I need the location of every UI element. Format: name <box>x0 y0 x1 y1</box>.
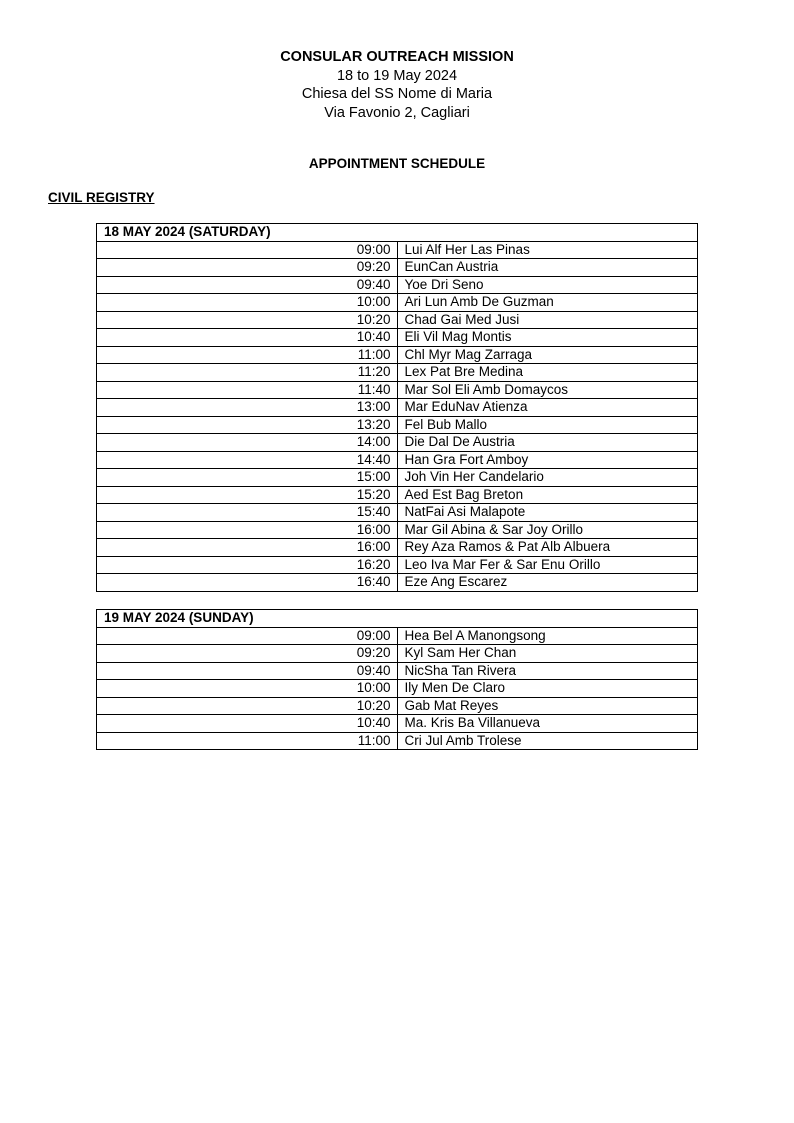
appointment-time: 10:40 <box>97 329 398 347</box>
appointment-time: 16:00 <box>97 521 398 539</box>
appointment-name: Mar EduNav Atienza <box>397 399 698 417</box>
appointment-time: 09:20 <box>97 645 398 663</box>
table-row <box>97 680 698 698</box>
appointment-time: 09:00 <box>97 241 398 259</box>
appointment-time: 13:20 <box>97 416 398 434</box>
table-row <box>97 715 698 733</box>
table-row <box>97 662 698 680</box>
section-title: CIVIL REGISTRY <box>48 190 155 205</box>
appointment-name: Chad Gai Med Jusi <box>397 311 698 329</box>
appointment-time: 10:00 <box>97 680 398 698</box>
mission-address: Via Favonio 2, Cagliari <box>324 104 470 121</box>
appointment-name: Kyl Sam Her Chan <box>397 645 698 663</box>
appointment-name: Die Dal De Austria <box>397 434 698 452</box>
appointment-time: 10:40 <box>97 715 398 733</box>
appointment-name: Lex Pat Bre Medina <box>397 364 698 382</box>
appointment-time: 09:40 <box>97 662 398 680</box>
table-row <box>97 539 698 557</box>
appointment-time: 14:40 <box>97 451 398 469</box>
appointment-time: 14:00 <box>97 434 398 452</box>
table-row <box>97 645 698 663</box>
table-row <box>97 469 698 487</box>
appointment-name: Ily Men De Claro <box>397 680 698 698</box>
appointment-name: Chl Myr Mag Zarraga <box>397 346 698 364</box>
appointment-name: Ari Lun Amb De Guzman <box>397 294 698 312</box>
table-row <box>97 311 698 329</box>
day-schedule-table <box>96 609 698 750</box>
table-row <box>97 294 698 312</box>
appointment-time: 11:20 <box>97 364 398 382</box>
day-header-row <box>97 224 698 242</box>
appointment-time: 13:00 <box>97 399 398 417</box>
table-row <box>97 416 698 434</box>
appointment-time: 09:20 <box>97 259 398 277</box>
appointment-time: 15:00 <box>97 469 398 487</box>
table-row <box>97 259 698 277</box>
table-row <box>97 276 698 294</box>
appointment-time: 09:40 <box>97 276 398 294</box>
appointment-time: 16:00 <box>97 539 398 557</box>
appointment-time: 11:00 <box>97 732 398 750</box>
appointment-time: 16:20 <box>97 556 398 574</box>
appointment-time: 10:20 <box>97 697 398 715</box>
document-header <box>0 48 794 122</box>
appointment-name: Aed Est Bag Breton <box>397 486 698 504</box>
table-row <box>97 399 698 417</box>
mission-title: CONSULAR OUTREACH MISSION <box>280 49 514 65</box>
table-row <box>97 434 698 452</box>
day-schedule-table <box>96 223 698 592</box>
day-label: 19 MAY 2024 (SUNDAY) <box>97 610 698 628</box>
schedule-title: APPOINTMENT SCHEDULE <box>308 156 486 171</box>
table-row <box>97 346 698 364</box>
table-row <box>97 627 698 645</box>
appointment-name: NicSha Tan Rivera <box>397 662 698 680</box>
day-header-row <box>97 610 698 628</box>
appointment-time: 10:20 <box>97 311 398 329</box>
appointment-name: Cri Jul Amb Trolese <box>397 732 698 750</box>
table-row <box>97 329 698 347</box>
appointment-name: Leo Iva Mar Fer & Sar Enu Orillo <box>397 556 698 574</box>
appointment-name: Mar Sol Eli Amb Domaycos <box>397 381 698 399</box>
appointment-name: Hea Bel A Manongsong <box>397 627 698 645</box>
appointment-name: Rey Aza Ramos & Pat Alb Albuera <box>397 539 698 557</box>
mission-dates: 18 to 19 May 2024 <box>336 67 458 84</box>
appointment-time: 15:40 <box>97 504 398 522</box>
appointment-name: Han Gra Fort Amboy <box>397 451 698 469</box>
table-row <box>97 574 698 592</box>
appointment-time: 11:40 <box>97 381 398 399</box>
table-row <box>97 241 698 259</box>
appointment-name: Ma. Kris Ba Villanueva <box>397 715 698 733</box>
table-row <box>97 381 698 399</box>
appointment-time: 09:00 <box>97 627 398 645</box>
appointment-time: 15:20 <box>97 486 398 504</box>
appointment-name: Joh Vin Her Candelario <box>397 469 698 487</box>
table-row <box>97 556 698 574</box>
table-row <box>97 364 698 382</box>
appointment-name: Lui Alf Her Las Pinas <box>397 241 698 259</box>
table-row <box>97 504 698 522</box>
appointment-time: 11:00 <box>97 346 398 364</box>
table-row <box>97 486 698 504</box>
appointment-name: Eli Vil Mag Montis <box>397 329 698 347</box>
appointment-name: EunCan Austria <box>397 259 698 277</box>
appointment-name: Gab Mat Reyes <box>397 697 698 715</box>
table-row <box>97 521 698 539</box>
appointment-name: Fel Bub Mallo <box>397 416 698 434</box>
day-label: 18 MAY 2024 (SATURDAY) <box>97 224 698 242</box>
appointment-name: NatFai Asi Malapote <box>397 504 698 522</box>
table-row <box>97 451 698 469</box>
appointment-name: Yoe Dri Seno <box>397 276 698 294</box>
appointment-name: Eze Ang Escarez <box>397 574 698 592</box>
table-row <box>97 732 698 750</box>
mission-venue: Chiesa del SS Nome di Maria <box>301 86 493 102</box>
appointment-time: 10:00 <box>97 294 398 312</box>
appointment-name: Mar Gil Abina & Sar Joy Orillo <box>397 521 698 539</box>
table-row <box>97 697 698 715</box>
appointment-time: 16:40 <box>97 574 398 592</box>
